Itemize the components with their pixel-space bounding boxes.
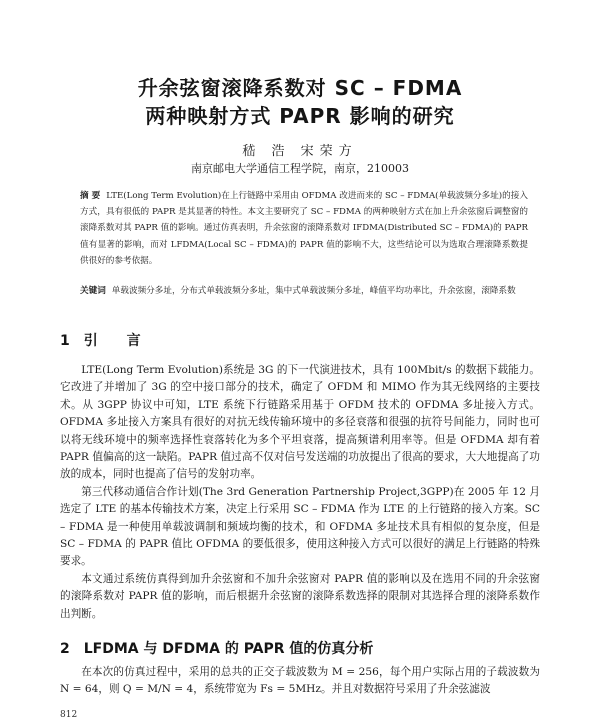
affiliation: 南京邮电大学通信工程学院，南京，210003	[191, 162, 409, 175]
paper-title-line-1: 升余弦窗滚降系数对 SC – FDMA	[137, 76, 463, 100]
paper-title-line-2: 两种映射方式 PAPR 影响的研究	[145, 104, 455, 128]
paragraph: 第三代移动通信合作计划(The 3rd Generation Partnership Project,3GPP)在 2005 年 12 月选定了 LTE 的基本传输技术方案，决定上行采用 SC – FDMA 作为 LTE 的上行链路的接入方案。SC – FDMA 是一种使用单载波调制和频域均衡的技术，和 OFDMA 多址技术具有相似的复杂度，但是 SC – FDMA 的 PAPR 值比 OFDMA 的要低很多，使用这种接入方式可以很好的满足上行链路的特殊要求。	[60, 485, 540, 568]
abstract	[80, 188, 528, 269]
section-number: 1	[60, 333, 70, 349]
section-number: 2	[60, 641, 70, 657]
keywords	[80, 283, 528, 299]
section-1-body	[60, 362, 540, 623]
keywords-text: 单载波频分多址，分布式单载波频分多址，集中式单载波频分多址，峰值平均功率比，升余弦窗，滚降系数	[111, 286, 516, 296]
section-title: 引 言	[83, 333, 153, 349]
abstract-label: 摘 要	[80, 191, 101, 201]
section-title: LFDMA 与 DFDMA 的 PAPR 值的仿真分析	[83, 641, 374, 657]
authors: 嵇 浩 宋荣方	[242, 144, 358, 159]
section-heading-1	[60, 330, 153, 350]
keywords-label: 关键词	[80, 286, 106, 296]
section-heading-2	[60, 638, 373, 658]
abstract-text: LTE(Long Term Evolution)在上行链路中采用由 OFDMA 改进而来的 SC – FDMA(单载波频分多址)的接入方式，具有很低的 PAPR 是其显著的特性。本文主要研究了 SC – FDMA 的两种映射方式在加上升余弦窗后调整窗的滚降系数对其 PAPR 值的影响。通过仿真表明，升余弦窗的滚降系数对 IFDMA(Distributed SC – FDMA)的 PAPR 值有显著的影响，而对 LFDMA(Local SC – FDMA)的 PAPR 值的影响不大，这些结论可以为选取合理滚降系数提供很好的参考依据。	[80, 191, 529, 266]
paragraph: LTE(Long Term Evolution)系统是 3G 的下一代演进技术，具有 100Mbit/s 的数据下载能力。它改进了并增加了 3G 的空中接口部分的技术，确定了 OFDM 和 MIMO 作为其无线网络的主要技术。从 3GPP 协议中可知，LTE 系统下行链路采用基于 OFDM 技术的 OFDMA 多址接入方式。OFDMA 多址接入方案具有很好的对抗无线传输环境中的多径衰落和很强的抗符号间能力，同时也可以将无线环境中的频率选择性衰落转化为多个平坦衰落，提高频谱利用率等。但是 OFDMA 却有着 PAPR 值偏高的这一缺陷。PAPR 值过高不仅对信号发送端的功放提出了很高的要求，大大地提高了功放的成本，同时也提高了信号的发射功率。	[60, 364, 540, 481]
paragraph: 在本次的仿真过程中，采用的总共的正交子载波数为 M = 256，每个用户实际占用的子载波数为 N = 64，则 Q = M/N = 4，系统带宽为 Fs = 5MHz。并且对数据符号采用了升余弦滤波	[60, 666, 540, 696]
page-number: 812	[60, 710, 78, 720]
paragraph: 本文通过系统仿真得到加升余弦窗和不加升余弦窗对 PAPR 值的影响以及在选用不同的升余弦窗的滚降系数对 PAPR 值的影响，而后根据升余弦窗的滚降系数选择的限制对其选择合理的滚降系数作出判断。	[60, 572, 540, 620]
section-2-body	[60, 664, 540, 699]
